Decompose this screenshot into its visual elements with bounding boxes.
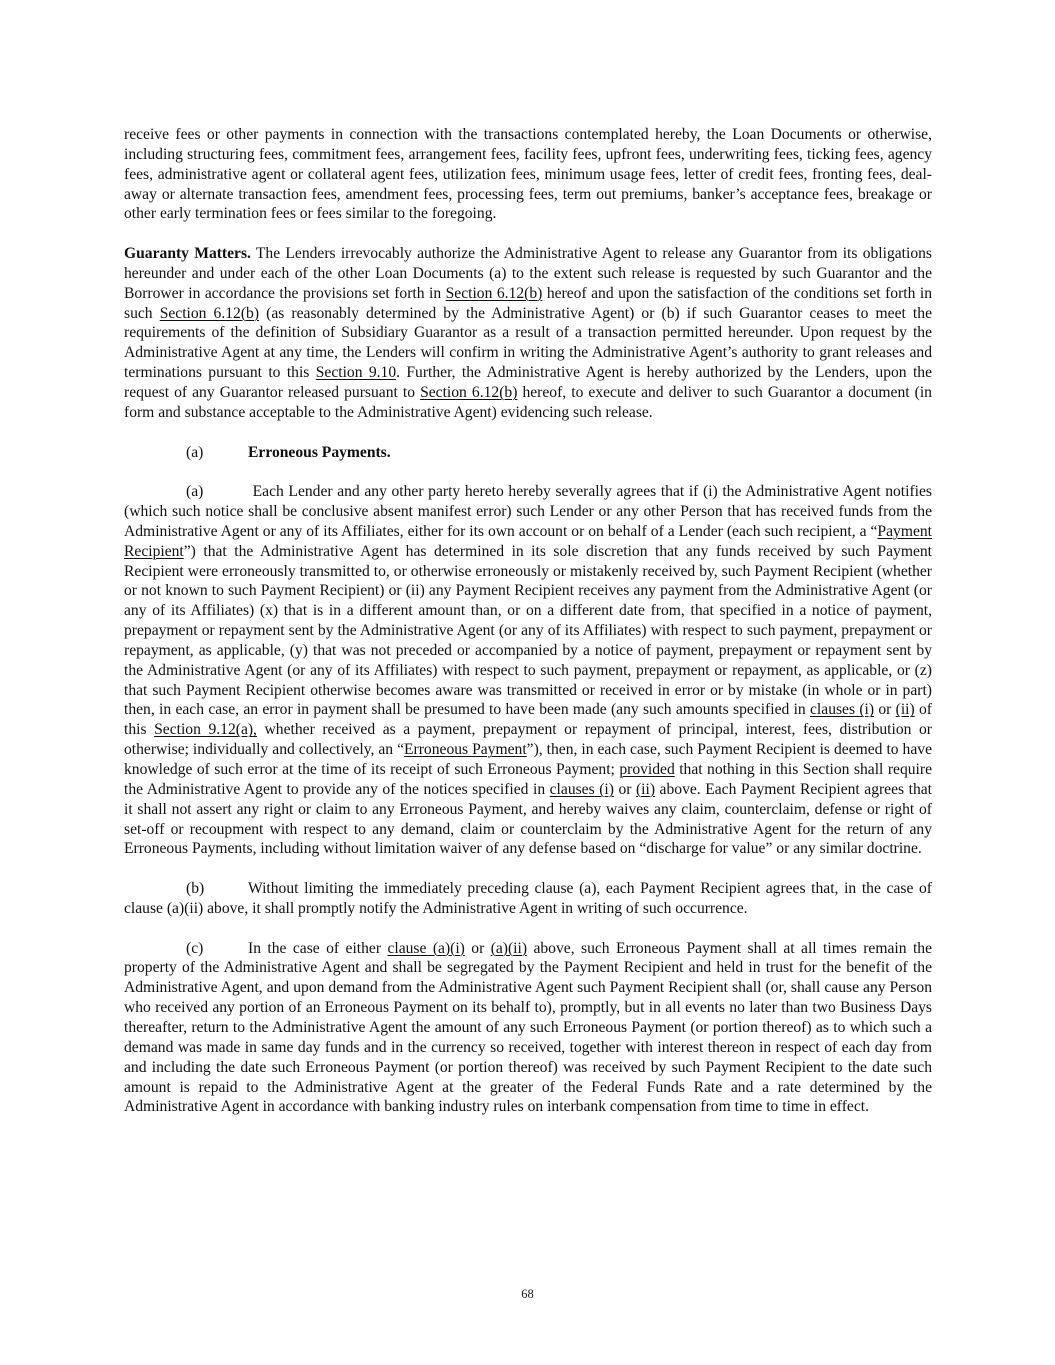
section-9-10-link: Section 9.10 [315, 364, 397, 382]
text: ”), then, in each case, such Payment Recipient is deemed to have knowledge of such error at the time of its receipt of such Erroneous Payment; [124, 741, 932, 778]
section-6-12b-link: Section 6.12(b) [159, 304, 260, 322]
defined-term-payment-recipient: Payment Recipient [124, 522, 932, 560]
text: or [613, 780, 636, 798]
clause-number: (c) [186, 939, 204, 957]
text: Each Lender and any other party hereto hereby severally agrees that if (i) the Administrative Agent notifies (which such notice shall be conclusive absent manifest error) such Lender or any other Person that has received funds from the Administrative Agent or any of its Affiliates, either for its own account or on behalf of a Lender (each such recipient, a “ [124, 483, 932, 540]
text: ”) that the Administrative Agent has determined in its sole discretion that any funds received by such Payment Recipient were erroneously transmitted to, or otherwise erroneously or mistakenly received by, such Payment Recipient (whether or not known to such Payment Recipient) or (ii) any Payment Recipient receives any payment from the Administrative Agent (or any of its Affiliates) (x) that is in a different amount than, or on a different date from, that specified in a notice of payment, prepayment or repayment sent by the Administrative Agent (or any of its Affiliates) with respect to such payment, prepayment or repayment, as applicable, (y) that was not preceded or accompanied by a notice of payment, prepayment or repayment sent by the Administrative Agent (or any of its Affiliates) with respect to such payment, prepayment or repayment, as applicable, or (z) that such Payment Recipient otherwise becomes aware was transmitted or received in error or by mistake (in whole or in part) then, in each case, an error in payment shall be presumed to have been made (any such amounts specified in [124, 542, 932, 719]
text: Without limiting the immediately preceding clause (a), each Payment Recipient agrees that, in the case of clause (a)(ii) above, it shall promptly notify the Administrative Agent in writing of such occurrence. [124, 880, 932, 917]
erroneous-payments-heading [124, 443, 932, 463]
clause-a-i-link: clause (a)(i) [387, 939, 465, 957]
clause-ii-link: (ii) [635, 780, 656, 798]
text: hereof and upon the satisfaction of the conditions set forth in such [124, 284, 932, 322]
text: above, such Erroneous Payment shall at all times remain the property of the Administrative Agent and shall be segregated by the Payment Recipient and held in trust for the benefit of the Administrative Agent, and upon demand from the Administrative Agent such Payment Recipient shall (or, shall cause any Person who received any portion of an Erroneous Payment on its behalf to), promptly, but in all events no later than two Business Days thereafter, return to the Administrative Agent the amount of any such Erroneous Payment (or portion thereof) as to which such a demand was made in same day funds and in the currency so received, together with interest thereon in respect of each day from and including the date such Erroneous Payment (or portion thereof) was received by such Payment Recipient to the date such amount is repaid to the Administrative Agent at the greater of the Federal Funds Rate and a rate determined by the Administrative Agent in accordance with banking industry rules on interbank compensation from time to time in effect. [124, 939, 932, 1116]
text: that nothing in this Section shall require the Administrative Agent to provide any of the notices specified in [124, 761, 932, 798]
spacer [124, 462, 932, 482]
clause-number: (b) [186, 880, 205, 898]
text: The Lenders irrevocably authorize the Administrative Agent to release any Guarantor from its obligations hereunder and under each of the other Loan Documents (a) to the extent such release is requested by such Guarantor and the Borrower in accordance the provisions set forth in [124, 245, 932, 302]
fees-paragraph: receive fees or other payments in connection with the transactions contemplated hereby, the Loan Documents or otherwise, including structuring fees, commitment fees, arrangement fees, facility fees, upfront fees, underwriting fees, ticking fees, agency fees, administrative agent or collateral agent fees, utilization fees, minimum usage fees, letter of credit fees, fronting fees, deal-away or alternate transaction fees, amendment fees, processing fees, term out premiums, banker’s acceptance fees, breakage or other early termination fees or fees similar to the foregoing. [124, 126, 932, 223]
page-number: 68 [521, 1287, 534, 1301]
text: In the case of either [248, 939, 388, 957]
document-page [124, 125, 932, 1117]
text: of this [124, 701, 933, 739]
spacer [124, 919, 932, 939]
clause-i-link: clauses (i) [810, 701, 875, 719]
section-9-12a-link: Section 9.12(a), [154, 721, 257, 739]
text: above. Each Payment Recipient agrees that it shall not assert any right or claim to any Erroneous Payment, and hereby waives any claim, counterclaim, defense or right of set-off or recoupment with respect to any demand, claim or counterclaim by the Administrative Agent for the return of any Erroneous Payments, including without limitation waiver of any defense based on “discharge for value” or any similar doctrine. [124, 780, 932, 858]
defined-term-erroneous-payment: Erroneous Payment [404, 741, 527, 759]
heading-number: (a) [186, 443, 204, 461]
text: whether received as a payment, prepayment or repayment of principal, interest, fees, distribution or otherwise; individually and collectively, an “ [124, 721, 932, 759]
clause-a-ii-link: (a)(ii) [490, 939, 528, 957]
section-6-12b-link: Section 6.12(b) [420, 383, 518, 401]
provided-term: provided [619, 761, 675, 778]
clause-c-paragraph [124, 939, 932, 1118]
clause-ii-link: (ii) [895, 701, 915, 719]
heading-title: Erroneous Payments. [248, 443, 391, 461]
clause-b-paragraph [124, 879, 932, 919]
spacer [124, 224, 932, 244]
clause-i-link: clauses (i) [549, 780, 614, 798]
text: or [464, 939, 491, 957]
text: hereof, to execute and deliver to such Guarantor a document (in form and substance acceptable to the Administrative Agent) evidencing such release. [124, 383, 932, 421]
text: . Further, the Administrative Agent is hereby authorized by the Lenders, upon the request of any Guarantor released pursuant to [124, 364, 933, 401]
text: or [874, 701, 896, 719]
spacer [124, 423, 932, 443]
clause-a-paragraph [124, 482, 932, 859]
spacer [124, 859, 932, 879]
guaranty-matters-paragraph [124, 244, 932, 423]
section-6-12b-link: Section 6.12(b) [445, 284, 543, 302]
text: (as reasonably determined by the Administrative Agent) or (b) if such Guarantor ceases to meet the requirements of the definition of Subsidiary Guarantor as a result of a transaction permitted hereunder. Upon request by the Administrative Agent at any time, the Lenders will confirm in writing the Administrative Agent’s authority to grant releases and terminations pursuant to this [124, 304, 932, 382]
clause-number: (a) [186, 483, 204, 501]
guaranty-matters-heading: Guaranty Matters. [124, 245, 251, 263]
